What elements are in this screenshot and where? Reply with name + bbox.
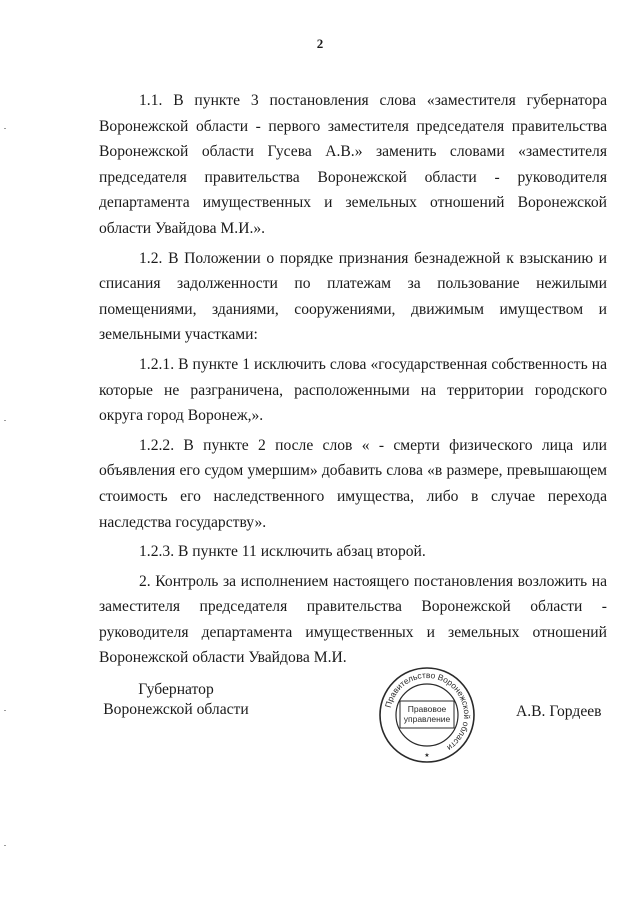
stamp-ring-text: Правительство Воронежской области bbox=[382, 669, 473, 754]
paragraph-1-2: 1.2. В Положении о порядке признания безнадежной к взысканию и списания задолженности по платежам за пользование нежилыми помещениями, зданиями, сооружениями, движимым имуществом и земельными участками: bbox=[99, 249, 607, 344]
paragraph-2: 2. Контроль за исполнением настоящего постановления возложить на заместителя председателя правительства Воронежской области - руководителя департамента имущественных и земельных отношений Воронежской области Увайдова М.И. bbox=[99, 572, 607, 667]
margin-mark bbox=[4, 710, 6, 711]
paragraph-1-1: 1.1. В пункте 3 постановления слова «заместителя губернатора Воронежской области - первого заместителя председателя правительства Воронежской области Гусева А.В.» заменить словами «заместителя председателя правительства Воронежской области - руководителя департамента имущественных и земельных отношений Воронежской области Увайдова М.И.». bbox=[99, 92, 607, 237]
paragraph-1-2-3: 1.2.3. В пункте 11 исключить абзац второй. bbox=[139, 543, 426, 561]
page-number: 2 bbox=[316, 36, 324, 51]
approval-stamp bbox=[377, 665, 477, 765]
margin-mark bbox=[4, 845, 6, 846]
stamp-center-line1: Правовое bbox=[407, 704, 447, 714]
stamp-star-icon: ★ bbox=[424, 753, 430, 759]
signatory-title-line1: Губернатор bbox=[138, 681, 214, 698]
signatory-title-line2: Воронежской области bbox=[103, 701, 249, 718]
margin-mark bbox=[4, 420, 6, 421]
document-body bbox=[99, 88, 607, 671]
stamp-center-line2: управление bbox=[403, 714, 451, 724]
signatory-title bbox=[96, 680, 256, 720]
paragraph-1-2-2: 1.2.2. В пункте 2 после слов « - смерти физического лица или объявления его судом умершим» добавить слова «в размере, превышающем стоимость его наследственного имущества, либо в случае перехода наследства государству». bbox=[99, 436, 607, 531]
paragraph-1-2-1: 1.2.1. В пункте 1 исключить слова «государственная собственность на которые не разграничена, расположенными на территории городского округа город Воронеж,». bbox=[99, 355, 607, 425]
margin-mark bbox=[4, 128, 6, 129]
signatory-name: А.В. Гордеев bbox=[516, 703, 602, 720]
